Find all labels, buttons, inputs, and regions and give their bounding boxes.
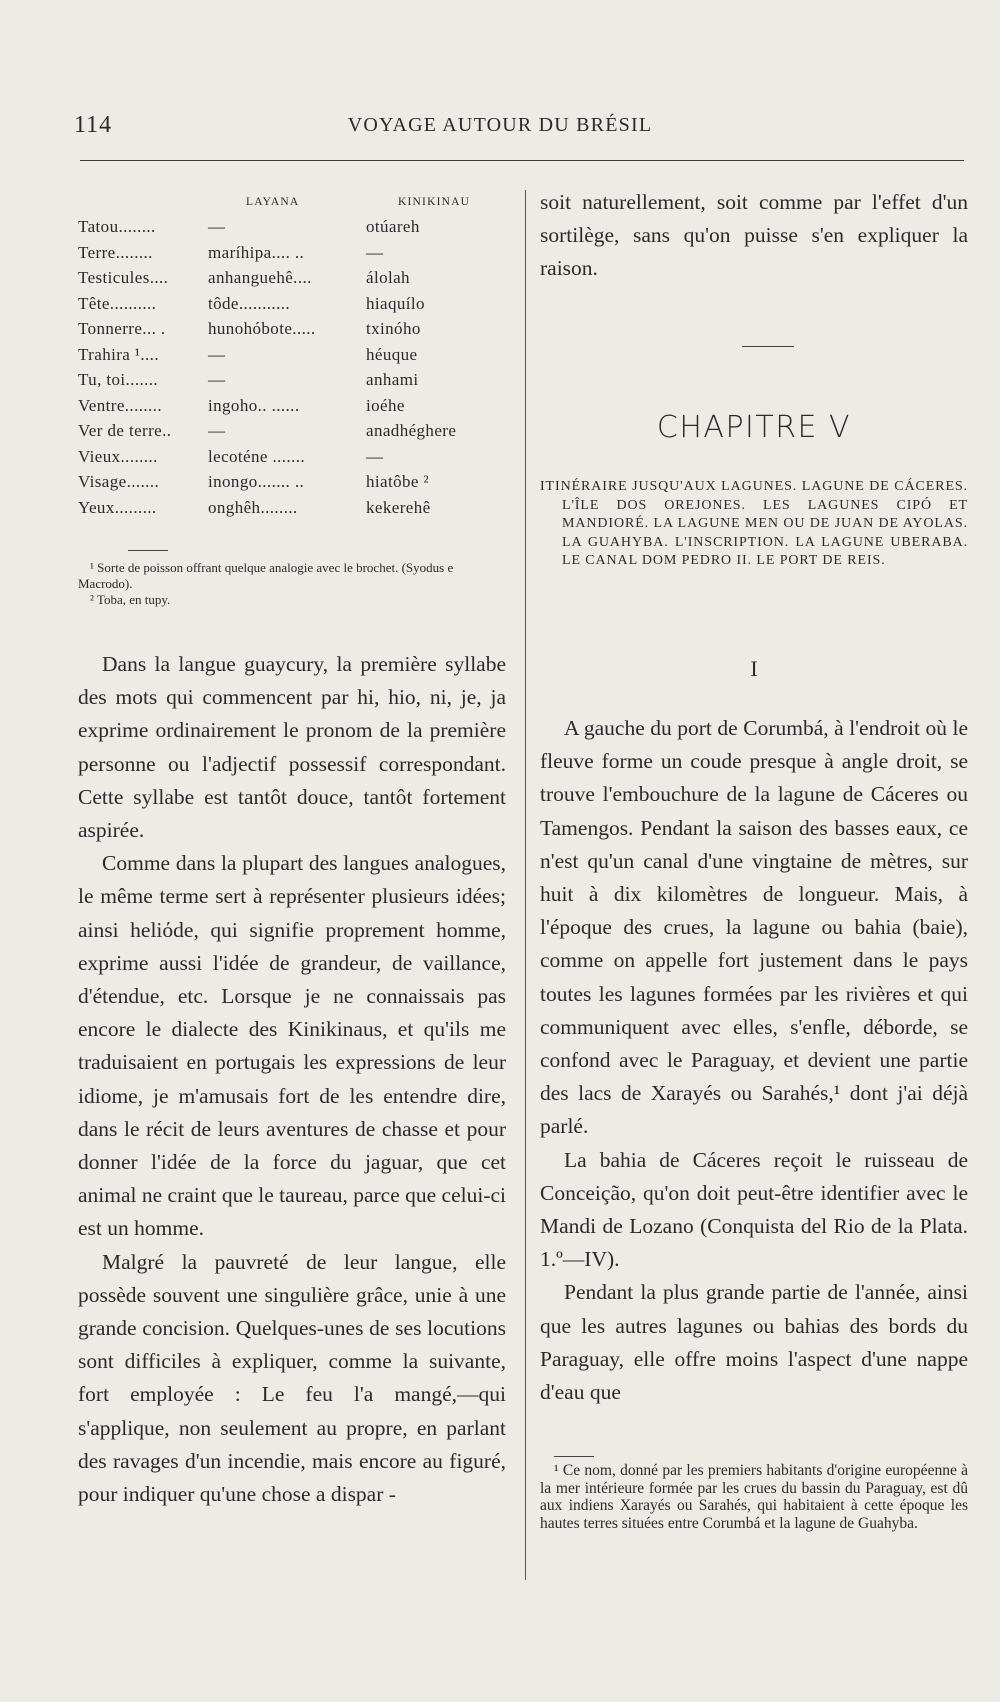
kinikinau-term: hiatôbe ²: [366, 472, 429, 491]
kinikinau-term: hiaquílo: [366, 293, 425, 313]
kinikinau-term: anadhéghere: [366, 421, 457, 440]
vocabulary-row: [78, 214, 498, 240]
layana-term: ingoho.. ......: [208, 395, 300, 415]
footnote-rule-left: [128, 550, 168, 551]
paragraph: soit naturellement, soit comme par l'effet d'un sortilège, sans qu'on puisse s'en expliquer la raison.: [540, 190, 968, 281]
header-layana: LAYANA: [246, 196, 300, 208]
vocabulary-row: [78, 342, 498, 368]
paragraph: Dans la langue guaycury, la première syllabe des mots qui commencent par hi, hio, ni, je, ja exprime ordinairement le pronom de la première personne ou l'adjectif possessif correspondant. Cette syllabe est tantôt douce, tantôt fortement aspirée.: [78, 652, 506, 843]
layana-term: anhanguehê....: [208, 268, 312, 287]
kinikinau-term: kekerehê: [366, 497, 431, 517]
kinikinau-term: otúareh: [366, 217, 420, 236]
header-kinikinau: KINIKINAU: [398, 196, 471, 208]
french-term: Testicules....: [78, 268, 169, 287]
paragraph: Malgré la pauvreté de leur langue, elle possède souvent une singulière grâce, unie à une grande concision. Quelques-unes de ses locutions sont difficiles à expliquer, comme la suivante, fort employée : Le feu l'a mangé,—qui s'applique, non seulement au propre, en parlant des ravages d'un incendie, mais encore au figuré, pour indiquer qu'une chose a dispar -: [78, 1249, 506, 1507]
kinikinau-term: héuque: [366, 344, 418, 364]
running-head: VOYAGE AUTOUR DU BRÉSIL: [347, 114, 653, 136]
kinikinau-term: —: [366, 446, 384, 466]
body-right: [540, 712, 968, 1409]
chapter-summary-text: ITINÉRAIRE JUSQU'AUX LAGUNES. LAGUNE DE CÁCERES. L'ÎLE DOS OREJONES. LES LAGUNES CIPÓ ET MANDIORÉ. LA LAGUNE MEN OU DE JUAN DE AYOLAS. LA GUAHYBA. L'INSCRIPTION. LA LAGUNE UBERABA. LE CANAL DOM PEDRO II. LE PORT DE REIS.: [540, 479, 968, 569]
layana-term: —: [208, 421, 226, 440]
layana-term: inongo....... ..: [208, 472, 305, 491]
vocabulary-rows: [78, 214, 498, 520]
page-number: 114: [74, 112, 113, 138]
body-left: [78, 648, 506, 1511]
section-number: I: [750, 656, 758, 681]
layana-term: onghêh........: [208, 497, 298, 517]
vocabulary-row: [78, 444, 498, 470]
layana-term: maríhipa.... ..: [208, 242, 305, 262]
vocabulary-row: [78, 495, 498, 521]
french-term: Tête..........: [78, 293, 157, 313]
footnote-2-left: ² Toba, en tupy.: [90, 592, 171, 607]
chapter-rule: [742, 346, 794, 347]
layana-term: —: [208, 217, 226, 236]
paragraph: Comme dans la plupart des langues analogues, le même terme sert à représenter plusieurs idées; ainsi heliόde, qui signifie proprement homme, exprime aussi l'idée de grandeur, de vaillance, d'étendue, etc. Lorsque je ne connaissais pas encore le dialecte des Kinikinaus, et qu'ils me traduisaient en portugais les expressions de leur idiome, je m'amusais fort de les entendre dire, dans le récit de leurs aventures de chasse et pour donner l'idée de la force du jaguar, que cet animal ne craint que le taureau, parce que celui-ci est un homme.: [78, 851, 506, 1241]
french-term: Terre........: [78, 242, 153, 262]
vocabulary-table: [78, 192, 498, 520]
chapter-title: CHAPITRE V: [656, 410, 852, 445]
layana-term: hunohóbote.....: [208, 319, 316, 338]
kinikinau-term: álolah: [366, 268, 410, 287]
layana-term: lecoténe .......: [208, 446, 306, 466]
french-term: Visage.......: [78, 472, 160, 491]
body-right-top: [540, 186, 968, 286]
french-term: Tonnerre... .: [78, 319, 166, 338]
footnote-1-left: ¹ Sorte de poisson offrant quelque analogie avec le brochet. (Syodus e Macrodo).: [78, 560, 454, 591]
french-term: Tatou........: [78, 217, 156, 236]
french-term: Ventre........: [78, 395, 162, 415]
vocabulary-row: [78, 316, 498, 342]
kinikinau-term: ioéhe: [366, 395, 405, 415]
paragraph: Pendant la plus grande partie de l'année, ainsi que les autres lagunes ou bahias des bords du Paraguay, elle offre moins l'aspect d'une nappe d'eau que: [540, 1280, 968, 1405]
vocabulary-row: [78, 240, 498, 266]
footnotes-left: [78, 560, 498, 608]
vocabulary-row: [78, 265, 498, 291]
french-term: Tu, toi.......: [78, 370, 159, 389]
layana-term: —: [208, 370, 226, 389]
vocabulary-row: [78, 393, 498, 419]
french-term: Ver de terre..: [78, 421, 172, 440]
column-divider: [525, 190, 526, 1580]
french-term: Trahira ¹....: [78, 344, 159, 364]
kinikinau-term: —: [366, 242, 384, 262]
footnotes-right: [540, 1462, 968, 1532]
vocabulary-header: [78, 192, 498, 214]
header-rule: [80, 160, 964, 161]
footnote-1-right: ¹ Ce nom, donné par les premiers habitants d'origine européenne à la mer intérieure formée par les crues du bassin du Paraguay, est dû aux indiens Xarayés ou Sarahés, qui habitaient à cette époque les hautes terres situées entre Corumbá et la lagune de Guahyba.: [540, 1462, 968, 1532]
paragraph: A gauche du port de Corumbá, à l'endroit où le fleuve forme un coude presque à angle droit, se trouve l'embouchure de la lagune de Cáceres ou Tamengos. Pendant la saison des basses eaux, ce n'est qu'un canal d'une vingtaine de mètres, sur huit à dix kilomètres de longueur. Mais, à l'époque des crues, la lagune ou bahia (baie), comme on appelle fort justement dans le pays toutes les lagunes formées par les rivières et qui communiquent avec elles, s'enfle, déborde, se confond avec le Paraguay, et devient une partie des lacs de Xarayés ou Sarahés,¹ dont j'ai déjà parlé.: [540, 716, 968, 1139]
layana-term: —: [208, 344, 226, 364]
vocabulary-row: [78, 367, 498, 393]
french-term: Yeux.........: [78, 497, 157, 517]
french-term: Vieux........: [78, 446, 158, 466]
chapter-summary: [540, 478, 968, 571]
vocabulary-row: [78, 291, 498, 317]
footnote-rule-right: [554, 1456, 594, 1457]
kinikinau-term: anhami: [366, 370, 419, 389]
vocabulary-row: [78, 418, 498, 444]
vocabulary-row: [78, 469, 498, 495]
kinikinau-term: txinóho: [366, 319, 421, 338]
paragraph: La bahia de Cáceres reçoit le ruisseau de Conceição, qu'on doit peut-être identifier avec le Mandi de Lozano (Conquista del Rio de la Plata. 1.º—IV).: [540, 1147, 968, 1272]
layana-term: tôde...........: [208, 293, 291, 313]
